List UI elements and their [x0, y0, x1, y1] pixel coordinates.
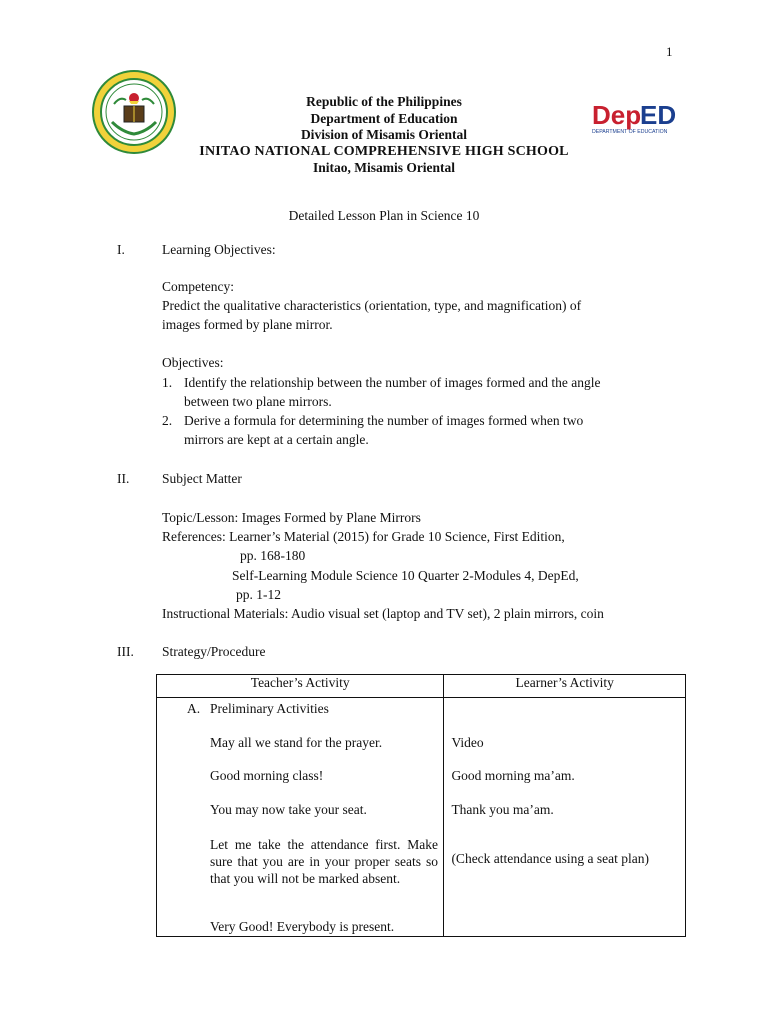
teacher-line-prayer: May all we stand for the prayer. [210, 735, 383, 750]
learner-activity-cell [444, 698, 686, 937]
table-header-row [157, 675, 686, 698]
objective-number: 2. [162, 413, 173, 428]
competency-text-line1: Predict the qualitative characteristics (orientation, type, and magnification) of [162, 298, 582, 313]
references-line1: References: Learner’s Material (2015) for Grade 10 Science, First Edition, [162, 529, 565, 544]
objective-number: 1. [162, 375, 173, 390]
preliminary-activities-heading: Preliminary Activities [210, 701, 329, 716]
learner-activity-header: Learner’s Activity [444, 675, 686, 698]
svg-text:ED: ED [640, 100, 677, 130]
letterhead-department: Department of Education [310, 110, 458, 126]
subheading-letter: A. [187, 701, 201, 716]
objective-text-line1: Derive a formula for determining the number of images formed when two [184, 413, 584, 428]
section-1-numeral: I. [117, 242, 125, 257]
instructional-materials: Instructional Materials: Audio visual set (laptop and TV set), 2 plain mirrors, coin [162, 606, 604, 621]
section-3-heading: Strategy/Procedure [162, 644, 266, 659]
learner-line-video: Video [451, 735, 484, 750]
references-line3: Self-Learning Module Science 10 Quarter 2-Modules 4, DepEd, [232, 568, 579, 583]
references-line2: pp. 168-180 [240, 548, 306, 563]
activity-table [156, 674, 686, 937]
letterhead-address: Initao, Misamis Oriental [312, 160, 456, 175]
page-number: 1 [666, 44, 673, 59]
learner-line-greeting: Good morning ma’am. [451, 768, 575, 783]
teacher-activity-header: Teacher’s Activity [157, 675, 444, 698]
learner-line-attendance: (Check attendance using a seat plan) [451, 851, 649, 866]
letterhead-school-name: INITAO NATIONAL COMPREHENSIVE HIGH SCHOOL [199, 143, 569, 159]
topic-line: Topic/Lesson: Images Formed by Plane Mirrors [162, 510, 421, 525]
objective-1-text-line2: between two plane mirrors. [184, 394, 332, 409]
objectives-label: Objectives: [162, 355, 224, 370]
section-1-heading: Learning Objectives: [162, 242, 276, 257]
svg-text:Dep: Dep [592, 100, 642, 130]
document-title: Detailed Lesson Plan in Science 10 [288, 208, 480, 223]
letterhead-division: Division of Misamis Oriental [300, 127, 468, 142]
objective-item-2 [162, 411, 583, 430]
letterhead-country: Republic of the Philippines [306, 94, 462, 109]
section-2-numeral: II. [117, 471, 130, 486]
teacher-line-greeting: Good morning class! [210, 768, 324, 783]
teacher-activity-cell [157, 698, 444, 937]
letterhead [0, 94, 768, 177]
table-row [157, 698, 686, 937]
competency-label: Competency: [162, 279, 234, 294]
learner-line-thanks: Thank you ma’am. [451, 802, 554, 817]
objective-item-1 [162, 373, 600, 392]
svg-text:DEPARTMENT OF EDUCATION: DEPARTMENT OF EDUCATION [592, 129, 668, 135]
objective-text-line1: Identify the relationship between the number of images formed and the angle [184, 375, 601, 390]
section-3-numeral: III. [117, 644, 134, 659]
teacher-line-seat: You may now take your seat. [210, 802, 367, 817]
references-line4: pp. 1-12 [236, 587, 281, 602]
section-2-heading: Subject Matter [162, 471, 242, 486]
teacher-line-attendance: Let me take the attendance first. Make sure that you are in your proper seats so that you will not be marked absent. [210, 837, 438, 886]
objective-2-text-line2: mirrors are kept at a certain angle. [184, 432, 369, 447]
competency-text-line2: images formed by plane mirror. [162, 317, 333, 332]
teacher-line-present: Very Good! Everybody is present. [210, 919, 395, 934]
